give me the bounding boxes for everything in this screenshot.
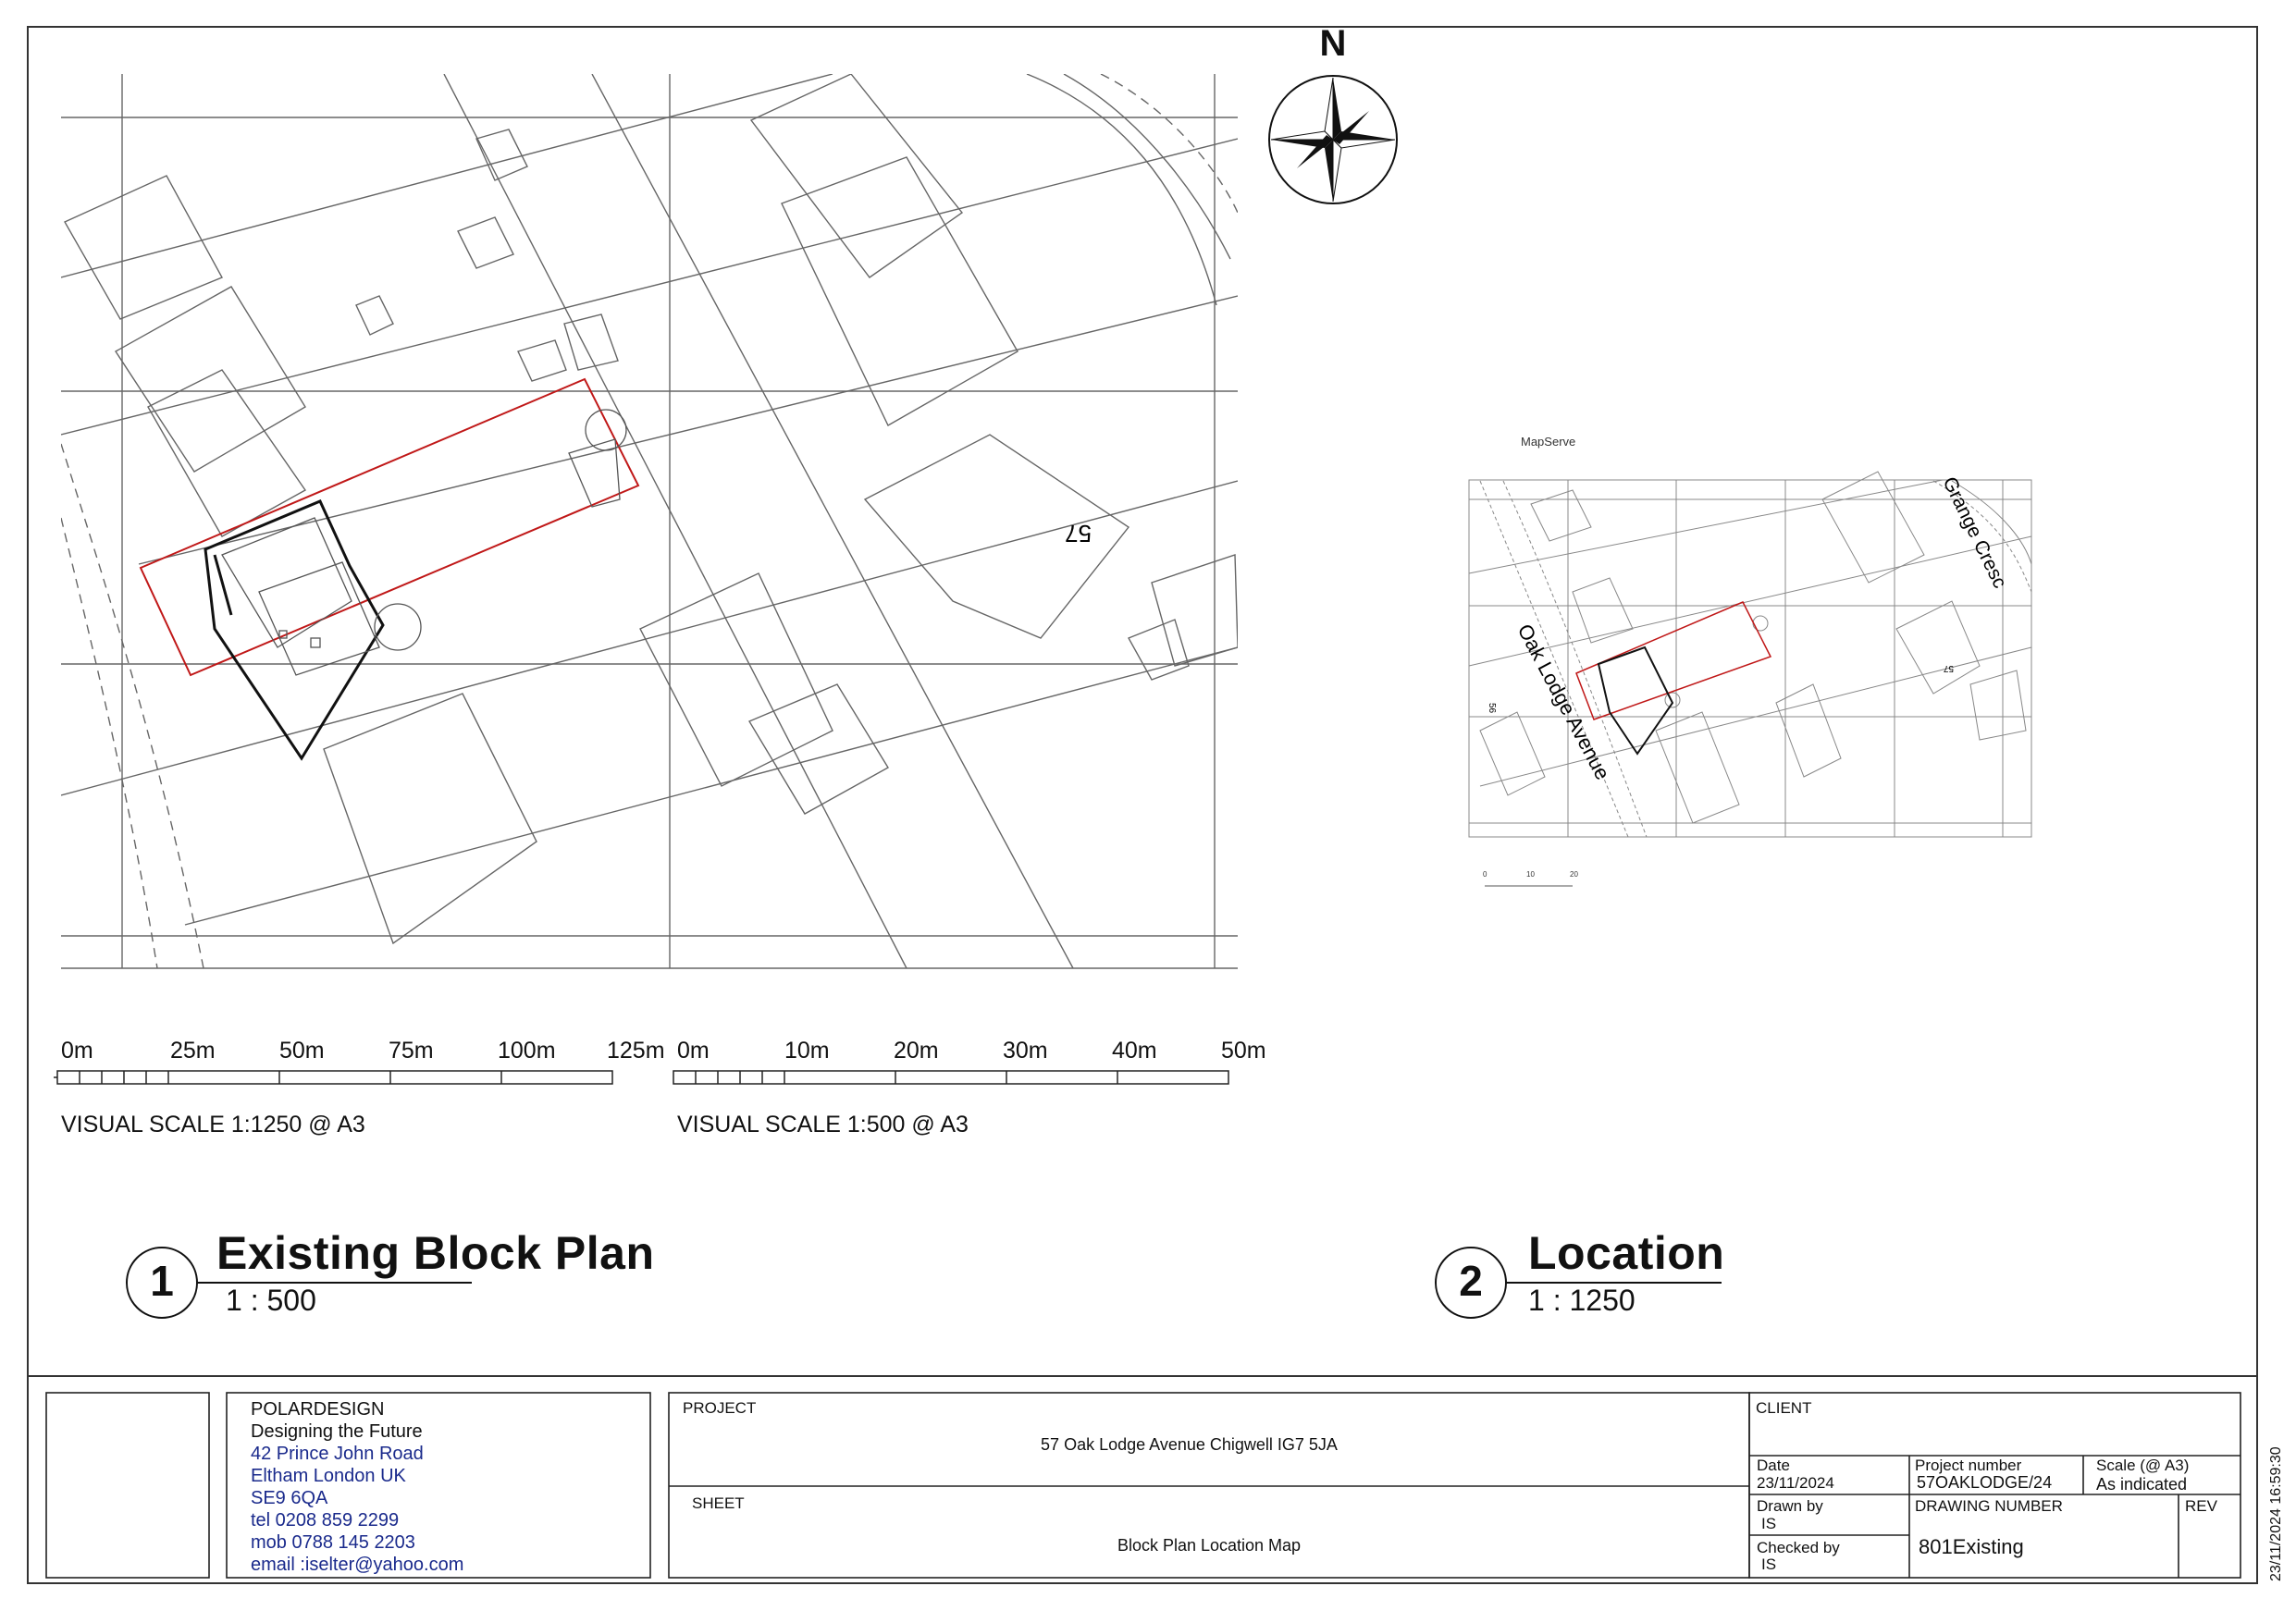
- scale-tick: 100m: [498, 1038, 556, 1064]
- company-name: POLARDESIGN: [251, 1399, 385, 1420]
- drawn-by-value: IS: [1761, 1515, 1777, 1532]
- scale-tick: 20m: [894, 1038, 939, 1064]
- view-2-title: Location: [1528, 1227, 1725, 1279]
- company-postcode: SE9 6QA: [251, 1488, 328, 1508]
- scale-tick: 125m: [607, 1038, 665, 1064]
- drawing-number-value: 801Existing: [1919, 1535, 2024, 1558]
- location-scale-tick: 20: [1570, 870, 1578, 879]
- scale-tick: 10m: [784, 1038, 830, 1064]
- company-address-2: Eltham London UK: [251, 1466, 406, 1486]
- view-1-scale: 1 : 500: [226, 1284, 316, 1317]
- street-label-grange: Grange Cresc: [1938, 473, 2011, 592]
- view-2-number: 2: [1459, 1257, 1483, 1305]
- drawn-by-label: Drawn by: [1757, 1497, 1823, 1515]
- date-label: Date: [1757, 1457, 1790, 1474]
- scale-tick: 50m: [1221, 1038, 1266, 1064]
- sheet-value: Block Plan Location Map: [1117, 1536, 1302, 1555]
- sheet-label: SHEET: [692, 1494, 745, 1512]
- company-tel: tel 0208 859 2299: [251, 1510, 400, 1531]
- street-label-oak-lodge: Oak Lodge Avenue: [1512, 620, 1615, 784]
- project-value: 57 Oak Lodge Avenue Chigwell IG7 5JA: [1041, 1435, 1338, 1454]
- scale-tick: 0m: [61, 1038, 93, 1064]
- company-address-1: 42 Prince John Road: [251, 1444, 424, 1464]
- checked-by-label: Checked by: [1757, 1539, 1840, 1556]
- scale-tick: 75m: [389, 1038, 434, 1064]
- date-value: 23/11/2024: [1757, 1474, 1834, 1492]
- house-number-label: 57: [1065, 520, 1092, 547]
- scale-tick: 30m: [1003, 1038, 1048, 1064]
- client-label: CLIENT: [1756, 1399, 1812, 1417]
- view-2-scale: 1 : 1250: [1528, 1284, 1636, 1317]
- project-number-value: 57OAKLODGE/24: [1917, 1473, 2053, 1492]
- north-label: N: [1319, 23, 1347, 64]
- company-info: [251, 1398, 463, 1576]
- view-1-title: Existing Block Plan: [216, 1227, 655, 1279]
- checked-by-value: IS: [1761, 1555, 1777, 1573]
- company-mob: mob 0788 145 2203: [251, 1532, 415, 1553]
- north-arrow-icon: [1267, 74, 1399, 205]
- scale-tick: 0m: [677, 1038, 710, 1064]
- block-plan-drawing: [61, 74, 1238, 971]
- scale-bars: [54, 1064, 1275, 1100]
- print-timestamp: 23/11/2024 16:59:30: [2268, 1446, 2284, 1581]
- company-email: email :iselter@yahoo.com: [251, 1555, 464, 1575]
- location-house-56: 56: [1487, 703, 1497, 714]
- location-house-57: 57: [1943, 663, 1954, 673]
- scale-label: Scale (@ A3): [2096, 1457, 2190, 1474]
- drawing-number-label: DRAWING NUMBER: [1915, 1497, 2063, 1515]
- scale-caption-500: VISUAL SCALE 1:500 @ A3: [677, 1112, 969, 1137]
- scale-tick: 25m: [170, 1038, 216, 1064]
- project-number-label: Project number: [1915, 1457, 2022, 1474]
- rev-label: REV: [2185, 1497, 2217, 1515]
- company-tagline: Designing the Future: [251, 1421, 423, 1442]
- scale-tick: 40m: [1112, 1038, 1157, 1064]
- location-scale-tick: 10: [1526, 870, 1535, 879]
- scale-value: As indicated: [2096, 1475, 2188, 1494]
- scale-tick: 50m: [279, 1038, 325, 1064]
- location-map: [1425, 425, 2091, 906]
- view-1-number: 1: [150, 1257, 174, 1305]
- location-map-brand: MapServe: [1521, 435, 1576, 449]
- location-scale-tick: 0: [1483, 870, 1487, 879]
- scale-caption-1250: VISUAL SCALE 1:1250 @ A3: [61, 1112, 365, 1137]
- project-label: PROJECT: [683, 1399, 757, 1417]
